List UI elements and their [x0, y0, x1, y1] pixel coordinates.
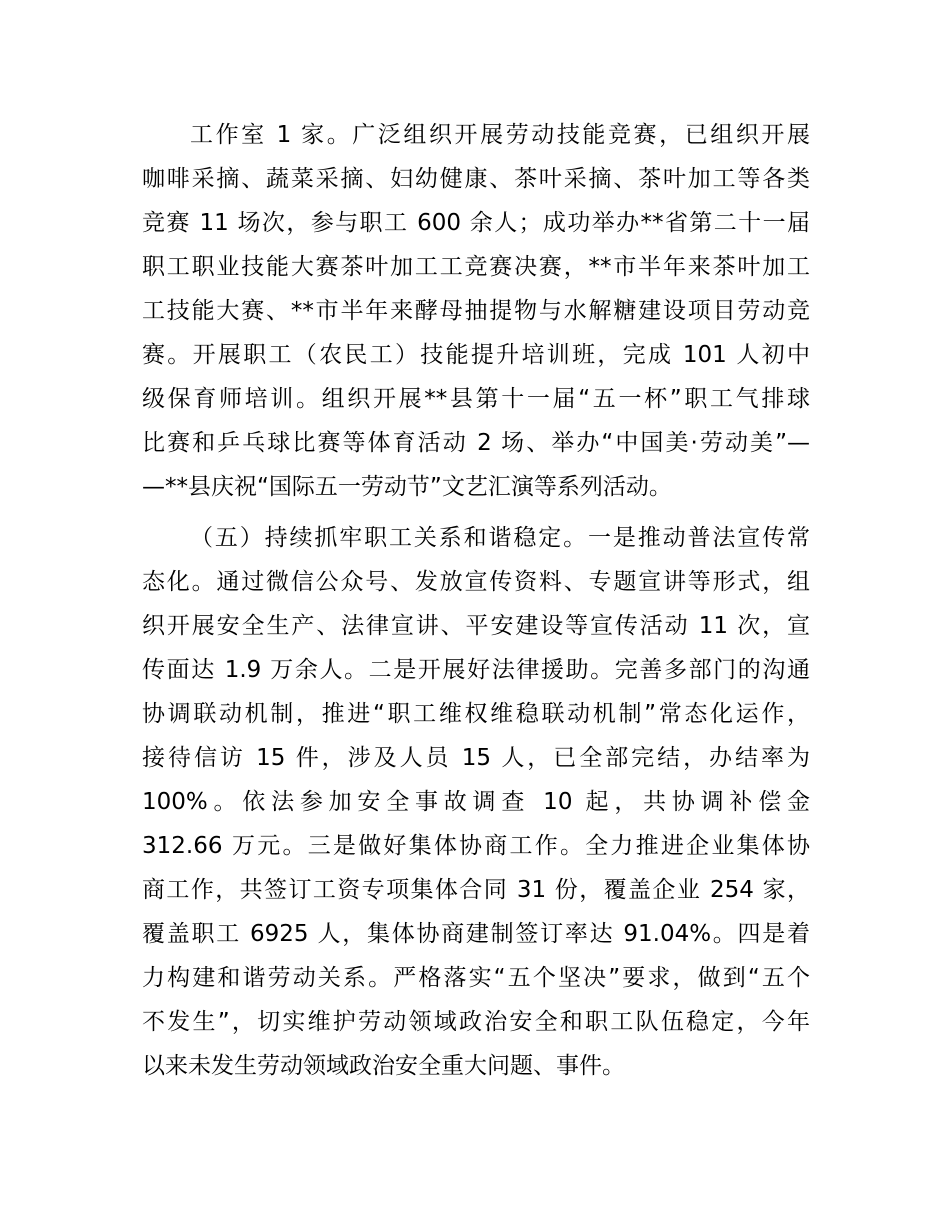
paragraph-line: 接待信访 15 件，涉及人员 15 人，已全部完结，办结率为: [142, 745, 810, 771]
paragraph-line: 312.66 万元。三是做好集体协商工作。全力推进企业集体协: [142, 833, 810, 859]
paragraph-line: 协调联动机制，推进“职工维权维稳联动机制”常态化运作，: [142, 701, 810, 727]
paragraph-line: 比赛和乒乓球比赛等体育活动 2 场、举办“中国美·劳动美”—: [142, 430, 810, 456]
paragraph-line: 赛。开展职工（农民工）技能提升培训班，完成 101 人初中: [142, 342, 810, 368]
paragraph-line: （五）持续抓牢职工关系和谐稳定。一是推动普法宣传常: [190, 525, 810, 551]
paragraph-line: 工技能大赛、**市半年来酵母抽提物与水解糖建设项目劳动竞: [142, 298, 810, 324]
paragraph-line: 商工作，共签订工资专项集体合同 31 份，覆盖企业 254 家，: [142, 877, 810, 903]
paragraph-line: 100%。依法参加安全事故调查 10 起，共协调补偿金: [142, 789, 810, 815]
paragraph-line: 竞赛 11 场次，参与职工 600 余人；成功举办**省第二十一届: [142, 210, 810, 236]
paragraph-line: 工作室 1 家。广泛组织开展劳动技能竞赛，已组织开展: [190, 122, 810, 148]
paragraph-line: 咖啡采摘、蔬菜采摘、妇幼健康、茶叶采摘、茶叶加工等各类: [142, 166, 810, 192]
paragraph-line: 织开展安全生产、法律宣讲、平安建设等宣传活动 11 次，宣: [142, 613, 810, 639]
paragraph-line: 传面达 1.9 万余人。二是开展好法律援助。完善多部门的沟通: [142, 657, 810, 683]
paragraph-line: 级保育师培训。组织开展**县第十一届“五一杯”职工气排球: [142, 386, 810, 412]
paragraph-line: 以来未发生劳动领域政治安全重大问题、事件。: [142, 1053, 625, 1079]
paragraph-line: 职工职业技能大赛茶叶加工工竞赛决赛，**市半年来茶叶加工: [142, 254, 810, 280]
paragraph-line: 态化。通过微信公众号、发放宣传资料、专题宣讲等形式，组: [142, 569, 810, 595]
paragraph-line: 覆盖职工 6925 人，集体协商建制签订率达 91.04%。四是着: [142, 921, 810, 947]
paragraph-line: 不发生”，切实维护劳动领域政治安全和职工队伍稳定，今年: [142, 1009, 810, 1035]
paragraph-line: 力构建和谐劳动关系。严格落实“五个坚决”要求，做到“五个: [142, 965, 810, 991]
paragraph-line: —**县庆祝“国际五一劳动节”文艺汇演等系列活动。: [142, 474, 672, 500]
